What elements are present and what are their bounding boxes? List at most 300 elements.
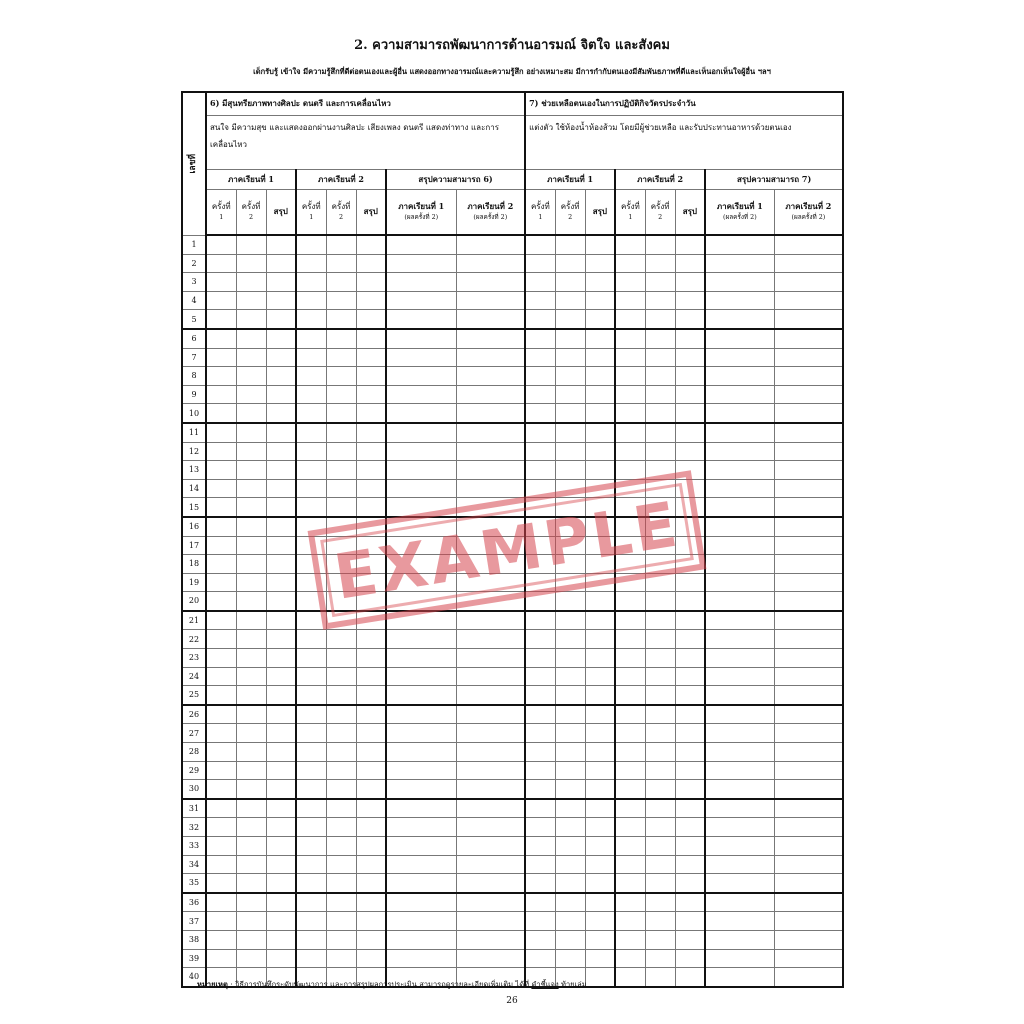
entry-cell[interactable] [525, 404, 555, 423]
entry-cell[interactable] [585, 329, 615, 348]
entry-cell[interactable] [386, 912, 456, 931]
entry-cell[interactable] [236, 912, 266, 931]
entry-cell[interactable] [236, 536, 266, 555]
entry-cell[interactable] [615, 799, 645, 818]
entry-cell[interactable] [296, 761, 326, 780]
entry-cell[interactable] [456, 649, 525, 668]
entry-cell[interactable] [266, 780, 296, 799]
entry-cell[interactable] [236, 329, 266, 348]
entry-cell[interactable] [585, 649, 615, 668]
entry-cell[interactable] [296, 874, 326, 893]
entry-cell[interactable] [555, 611, 585, 630]
entry-cell[interactable] [356, 461, 386, 480]
entry-cell[interactable] [525, 912, 555, 931]
entry-cell[interactable] [585, 724, 615, 743]
entry-cell[interactable] [675, 799, 705, 818]
entry-cell[interactable] [296, 291, 326, 310]
entry-cell[interactable] [705, 461, 774, 480]
entry-cell[interactable] [555, 874, 585, 893]
entry-cell[interactable] [206, 573, 236, 592]
entry-cell[interactable] [555, 423, 585, 442]
entry-cell[interactable] [585, 235, 615, 254]
entry-cell[interactable] [356, 649, 386, 668]
entry-cell[interactable] [645, 329, 675, 348]
entry-cell[interactable] [206, 291, 236, 310]
entry-cell[interactable] [645, 423, 675, 442]
entry-cell[interactable] [326, 461, 356, 480]
entry-cell[interactable] [296, 367, 326, 386]
entry-cell[interactable] [456, 874, 525, 893]
entry-cell[interactable] [206, 912, 236, 931]
entry-cell[interactable] [456, 818, 525, 837]
entry-cell[interactable] [456, 930, 525, 949]
entry-cell[interactable] [206, 310, 236, 329]
entry-cell[interactable] [356, 404, 386, 423]
entry-cell[interactable] [266, 291, 296, 310]
entry-cell[interactable] [525, 367, 555, 386]
entry-cell[interactable] [386, 799, 456, 818]
entry-cell[interactable] [296, 442, 326, 461]
entry-cell[interactable] [585, 818, 615, 837]
entry-cell[interactable] [675, 761, 705, 780]
entry-cell[interactable] [675, 780, 705, 799]
entry-cell[interactable] [236, 348, 266, 367]
entry-cell[interactable] [555, 442, 585, 461]
entry-cell[interactable] [206, 517, 236, 536]
entry-cell[interactable] [236, 423, 266, 442]
entry-cell[interactable] [326, 799, 356, 818]
entry-cell[interactable] [236, 705, 266, 724]
entry-cell[interactable] [356, 780, 386, 799]
entry-cell[interactable] [774, 385, 843, 404]
entry-cell[interactable] [236, 611, 266, 630]
entry-cell[interactable] [206, 479, 236, 498]
entry-cell[interactable] [705, 912, 774, 931]
entry-cell[interactable] [356, 667, 386, 686]
entry-cell[interactable] [326, 329, 356, 348]
entry-cell[interactable] [585, 874, 615, 893]
entry-cell[interactable] [585, 761, 615, 780]
entry-cell[interactable] [675, 235, 705, 254]
entry-cell[interactable] [675, 348, 705, 367]
entry-cell[interactable] [266, 893, 296, 912]
entry-cell[interactable] [585, 630, 615, 649]
entry-cell[interactable] [705, 611, 774, 630]
entry-cell[interactable] [675, 291, 705, 310]
entry-cell[interactable] [615, 686, 645, 705]
entry-cell[interactable] [555, 273, 585, 292]
entry-cell[interactable] [456, 837, 525, 856]
entry-cell[interactable] [326, 442, 356, 461]
entry-cell[interactable] [615, 630, 645, 649]
entry-cell[interactable] [645, 799, 675, 818]
entry-cell[interactable] [386, 855, 456, 874]
entry-cell[interactable] [326, 705, 356, 724]
entry-cell[interactable] [585, 705, 615, 724]
entry-cell[interactable] [645, 667, 675, 686]
entry-cell[interactable] [774, 498, 843, 517]
entry-cell[interactable] [774, 724, 843, 743]
entry-cell[interactable] [585, 930, 615, 949]
entry-cell[interactable] [356, 799, 386, 818]
entry-cell[interactable] [236, 461, 266, 480]
entry-cell[interactable] [555, 329, 585, 348]
entry-cell[interactable] [645, 592, 675, 611]
entry-cell[interactable] [326, 423, 356, 442]
entry-cell[interactable] [236, 855, 266, 874]
entry-cell[interactable] [645, 630, 675, 649]
entry-cell[interactable] [615, 442, 645, 461]
entry-cell[interactable] [206, 780, 236, 799]
entry-cell[interactable] [705, 367, 774, 386]
entry-cell[interactable] [456, 385, 525, 404]
entry-cell[interactable] [645, 893, 675, 912]
entry-cell[interactable] [525, 442, 555, 461]
entry-cell[interactable] [555, 912, 585, 931]
entry-cell[interactable] [525, 235, 555, 254]
entry-cell[interactable] [296, 743, 326, 762]
entry-cell[interactable] [585, 423, 615, 442]
entry-cell[interactable] [555, 705, 585, 724]
entry-cell[interactable] [266, 461, 296, 480]
entry-cell[interactable] [774, 818, 843, 837]
entry-cell[interactable] [555, 743, 585, 762]
entry-cell[interactable] [555, 461, 585, 480]
entry-cell[interactable] [386, 291, 456, 310]
entry-cell[interactable] [645, 874, 675, 893]
entry-cell[interactable] [356, 498, 386, 517]
entry-cell[interactable] [456, 479, 525, 498]
entry-cell[interactable] [206, 498, 236, 517]
entry-cell[interactable] [236, 818, 266, 837]
entry-cell[interactable] [615, 329, 645, 348]
entry-cell[interactable] [555, 855, 585, 874]
entry-cell[interactable] [236, 254, 266, 273]
entry-cell[interactable] [525, 348, 555, 367]
entry-cell[interactable] [774, 423, 843, 442]
entry-cell[interactable] [675, 874, 705, 893]
entry-cell[interactable] [456, 724, 525, 743]
entry-cell[interactable] [456, 667, 525, 686]
entry-cell[interactable] [705, 893, 774, 912]
entry-cell[interactable] [675, 667, 705, 686]
entry-cell[interactable] [675, 949, 705, 968]
entry-cell[interactable] [356, 423, 386, 442]
entry-cell[interactable] [266, 367, 296, 386]
entry-cell[interactable] [525, 273, 555, 292]
entry-cell[interactable] [296, 310, 326, 329]
entry-cell[interactable] [206, 611, 236, 630]
entry-cell[interactable] [615, 423, 645, 442]
entry-cell[interactable] [705, 949, 774, 968]
entry-cell[interactable] [705, 592, 774, 611]
entry-cell[interactable] [266, 799, 296, 818]
entry-cell[interactable] [774, 968, 843, 987]
entry-cell[interactable] [585, 686, 615, 705]
entry-cell[interactable] [356, 442, 386, 461]
entry-cell[interactable] [615, 855, 645, 874]
entry-cell[interactable] [705, 423, 774, 442]
entry-cell[interactable] [645, 385, 675, 404]
entry-cell[interactable] [236, 555, 266, 574]
entry-cell[interactable] [386, 837, 456, 856]
entry-cell[interactable] [615, 818, 645, 837]
entry-cell[interactable] [296, 818, 326, 837]
entry-cell[interactable] [615, 235, 645, 254]
entry-cell[interactable] [675, 705, 705, 724]
entry-cell[interactable] [675, 855, 705, 874]
entry-cell[interactable] [615, 291, 645, 310]
entry-cell[interactable] [585, 799, 615, 818]
entry-cell[interactable] [386, 273, 456, 292]
entry-cell[interactable] [326, 761, 356, 780]
entry-cell[interactable] [456, 291, 525, 310]
entry-cell[interactable] [525, 686, 555, 705]
entry-cell[interactable] [356, 291, 386, 310]
entry-cell[interactable] [456, 423, 525, 442]
entry-cell[interactable] [326, 273, 356, 292]
entry-cell[interactable] [645, 837, 675, 856]
entry-cell[interactable] [456, 367, 525, 386]
entry-cell[interactable] [266, 855, 296, 874]
entry-cell[interactable] [206, 404, 236, 423]
entry-cell[interactable] [645, 611, 675, 630]
entry-cell[interactable] [296, 912, 326, 931]
entry-cell[interactable] [326, 837, 356, 856]
entry-cell[interactable] [774, 555, 843, 574]
entry-cell[interactable] [356, 855, 386, 874]
entry-cell[interactable] [456, 761, 525, 780]
entry-cell[interactable] [525, 874, 555, 893]
entry-cell[interactable] [386, 385, 456, 404]
entry-cell[interactable] [206, 724, 236, 743]
entry-cell[interactable] [615, 930, 645, 949]
entry-cell[interactable] [585, 949, 615, 968]
entry-cell[interactable] [705, 273, 774, 292]
entry-cell[interactable] [386, 705, 456, 724]
entry-cell[interactable] [585, 743, 615, 762]
entry-cell[interactable] [326, 912, 356, 931]
entry-cell[interactable] [386, 949, 456, 968]
entry-cell[interactable] [705, 404, 774, 423]
entry-cell[interactable] [326, 367, 356, 386]
entry-cell[interactable] [585, 442, 615, 461]
entry-cell[interactable] [675, 649, 705, 668]
entry-cell[interactable] [206, 254, 236, 273]
entry-cell[interactable] [266, 517, 296, 536]
entry-cell[interactable] [525, 743, 555, 762]
entry-cell[interactable] [296, 423, 326, 442]
entry-cell[interactable] [356, 930, 386, 949]
entry-cell[interactable] [555, 254, 585, 273]
entry-cell[interactable] [774, 235, 843, 254]
entry-cell[interactable] [525, 667, 555, 686]
entry-cell[interactable] [525, 291, 555, 310]
entry-cell[interactable] [236, 686, 266, 705]
entry-cell[interactable] [774, 799, 843, 818]
entry-cell[interactable] [236, 799, 266, 818]
entry-cell[interactable] [774, 310, 843, 329]
entry-cell[interactable] [206, 930, 236, 949]
entry-cell[interactable] [774, 517, 843, 536]
entry-cell[interactable] [705, 968, 774, 987]
entry-cell[interactable] [645, 686, 675, 705]
entry-cell[interactable] [386, 874, 456, 893]
entry-cell[interactable] [296, 479, 326, 498]
entry-cell[interactable] [236, 761, 266, 780]
entry-cell[interactable] [525, 705, 555, 724]
entry-cell[interactable] [525, 423, 555, 442]
entry-cell[interactable] [645, 404, 675, 423]
entry-cell[interactable] [296, 667, 326, 686]
entry-cell[interactable] [296, 498, 326, 517]
entry-cell[interactable] [585, 461, 615, 480]
entry-cell[interactable] [266, 310, 296, 329]
entry-cell[interactable] [386, 818, 456, 837]
entry-cell[interactable] [456, 780, 525, 799]
entry-cell[interactable] [266, 348, 296, 367]
entry-cell[interactable] [386, 930, 456, 949]
entry-cell[interactable] [555, 385, 585, 404]
entry-cell[interactable] [774, 348, 843, 367]
entry-cell[interactable] [705, 348, 774, 367]
entry-cell[interactable] [675, 818, 705, 837]
entry-cell[interactable] [266, 385, 296, 404]
entry-cell[interactable] [206, 949, 236, 968]
entry-cell[interactable] [296, 235, 326, 254]
entry-cell[interactable] [705, 799, 774, 818]
entry-cell[interactable] [774, 855, 843, 874]
entry-cell[interactable] [645, 273, 675, 292]
entry-cell[interactable] [386, 254, 456, 273]
entry-cell[interactable] [296, 930, 326, 949]
entry-cell[interactable] [774, 874, 843, 893]
entry-cell[interactable] [675, 630, 705, 649]
entry-cell[interactable] [236, 385, 266, 404]
entry-cell[interactable] [266, 404, 296, 423]
entry-cell[interactable] [525, 893, 555, 912]
entry-cell[interactable] [296, 273, 326, 292]
entry-cell[interactable] [555, 404, 585, 423]
entry-cell[interactable] [206, 423, 236, 442]
entry-cell[interactable] [645, 649, 675, 668]
entry-cell[interactable] [615, 667, 645, 686]
entry-cell[interactable] [236, 479, 266, 498]
entry-cell[interactable] [675, 743, 705, 762]
entry-cell[interactable] [615, 705, 645, 724]
entry-cell[interactable] [555, 667, 585, 686]
entry-cell[interactable] [236, 404, 266, 423]
entry-cell[interactable] [236, 667, 266, 686]
entry-cell[interactable] [774, 254, 843, 273]
entry-cell[interactable] [774, 649, 843, 668]
entry-cell[interactable] [266, 724, 296, 743]
entry-cell[interactable] [266, 573, 296, 592]
entry-cell[interactable] [705, 536, 774, 555]
entry-cell[interactable] [206, 874, 236, 893]
entry-cell[interactable] [615, 310, 645, 329]
entry-cell[interactable] [615, 254, 645, 273]
entry-cell[interactable] [525, 310, 555, 329]
entry-cell[interactable] [356, 724, 386, 743]
entry-cell[interactable] [774, 667, 843, 686]
entry-cell[interactable] [585, 291, 615, 310]
entry-cell[interactable] [296, 893, 326, 912]
entry-cell[interactable] [356, 367, 386, 386]
entry-cell[interactable] [326, 291, 356, 310]
entry-cell[interactable] [456, 404, 525, 423]
entry-cell[interactable] [296, 686, 326, 705]
entry-cell[interactable] [266, 705, 296, 724]
entry-cell[interactable] [645, 310, 675, 329]
entry-cell[interactable] [645, 930, 675, 949]
entry-cell[interactable] [266, 592, 296, 611]
entry-cell[interactable] [356, 837, 386, 856]
entry-cell[interactable] [326, 686, 356, 705]
entry-cell[interactable] [675, 329, 705, 348]
entry-cell[interactable] [705, 930, 774, 949]
entry-cell[interactable] [555, 367, 585, 386]
entry-cell[interactable] [585, 404, 615, 423]
entry-cell[interactable] [615, 743, 645, 762]
entry-cell[interactable] [645, 254, 675, 273]
entry-cell[interactable] [456, 705, 525, 724]
entry-cell[interactable] [356, 329, 386, 348]
entry-cell[interactable] [645, 761, 675, 780]
entry-cell[interactable] [326, 479, 356, 498]
entry-cell[interactable] [296, 630, 326, 649]
entry-cell[interactable] [555, 837, 585, 856]
entry-cell[interactable] [456, 254, 525, 273]
entry-cell[interactable] [705, 724, 774, 743]
entry-cell[interactable] [206, 761, 236, 780]
entry-cell[interactable] [296, 799, 326, 818]
entry-cell[interactable] [555, 930, 585, 949]
entry-cell[interactable] [326, 649, 356, 668]
entry-cell[interactable] [675, 273, 705, 292]
entry-cell[interactable] [615, 385, 645, 404]
entry-cell[interactable] [386, 686, 456, 705]
entry-cell[interactable] [705, 837, 774, 856]
entry-cell[interactable] [645, 780, 675, 799]
entry-cell[interactable] [525, 949, 555, 968]
entry-cell[interactable] [585, 273, 615, 292]
entry-cell[interactable] [386, 404, 456, 423]
entry-cell[interactable] [675, 385, 705, 404]
entry-cell[interactable] [705, 498, 774, 517]
entry-cell[interactable] [774, 912, 843, 931]
entry-cell[interactable] [585, 348, 615, 367]
entry-cell[interactable] [645, 367, 675, 386]
entry-cell[interactable] [456, 310, 525, 329]
entry-cell[interactable] [326, 743, 356, 762]
entry-cell[interactable] [266, 273, 296, 292]
entry-cell[interactable] [774, 536, 843, 555]
entry-cell[interactable] [206, 686, 236, 705]
entry-cell[interactable] [675, 442, 705, 461]
entry-cell[interactable] [326, 780, 356, 799]
entry-cell[interactable] [356, 761, 386, 780]
entry-cell[interactable] [705, 291, 774, 310]
entry-cell[interactable] [296, 254, 326, 273]
entry-cell[interactable] [356, 949, 386, 968]
entry-cell[interactable] [206, 329, 236, 348]
entry-cell[interactable] [266, 649, 296, 668]
entry-cell[interactable] [296, 649, 326, 668]
entry-cell[interactable] [206, 818, 236, 837]
entry-cell[interactable] [206, 592, 236, 611]
entry-cell[interactable] [456, 611, 525, 630]
